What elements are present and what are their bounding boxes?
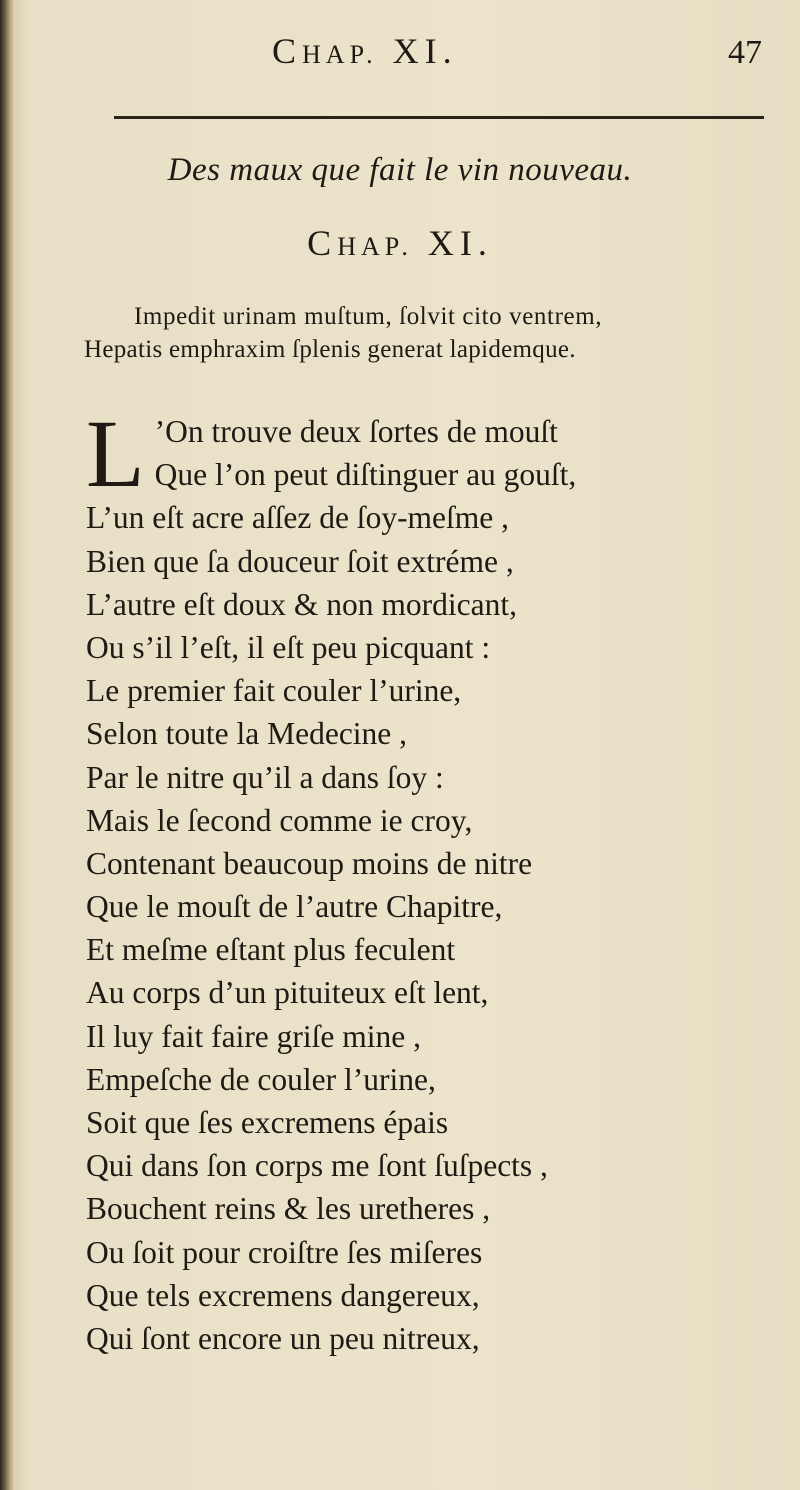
- chapter-subtitle: Des maux que fait le vin nouveau.: [167, 152, 633, 188]
- latin-epigraph: [84, 300, 784, 366]
- poem-line: ’On trouve deux ſortes de mouſt: [154, 414, 558, 449]
- page-number: 47: [728, 34, 762, 71]
- poem-body: [86, 400, 776, 1360]
- poem-line: Que tels excremens dangereux,: [86, 1277, 480, 1313]
- poem-line: Ou s’il l’eſt, il eſt peu picquant :: [86, 629, 491, 665]
- poem-line: Soit que ſes excremens épais: [86, 1105, 449, 1140]
- running-head: [0, 30, 800, 80]
- poem-line: Empeſche de couler l’urine,: [86, 1061, 436, 1097]
- header-rule: [114, 116, 764, 119]
- poem-line: Qui ſont encore un peu nitreux,: [86, 1320, 480, 1356]
- poem-line: Que l’on peut diſtinguer au gouſt,: [154, 457, 577, 493]
- poem-line: L’autre eſt doux & non mordicant,: [86, 586, 517, 622]
- poem-line: Contenant beaucoup moins de nitre: [86, 845, 533, 881]
- poem-line: Le premier fait couler l’urine,: [86, 673, 462, 709]
- poem-line: Bien que ſa douceur ſoit extréme ,: [86, 543, 514, 579]
- running-head-initial: C: [272, 31, 303, 71]
- chapter-heading-small-caps: HAP.: [337, 232, 413, 261]
- chapter-heading-number: XI.: [427, 223, 493, 263]
- poem-line: Ou ſoit pour croiſtre ſes miſeres: [86, 1234, 483, 1270]
- running-head-small-caps: HAP.: [302, 40, 378, 69]
- chapter-heading-initial: C: [307, 223, 338, 263]
- poem-line: Mais le ſecond comme ie croy,: [86, 802, 473, 838]
- poem-line: Au corps d’un pituiteux eſt lent,: [86, 975, 489, 1011]
- poem-line: Bouchent reins & les uretheres ,: [86, 1191, 491, 1227]
- drop-capital: L: [86, 400, 145, 507]
- poem-line: Selon toute la Medecine ,: [86, 716, 408, 752]
- poem-line: Qui dans ſon corps me ſont ſuſpects ,: [86, 1148, 548, 1184]
- poem-line: Et meſme eſtant plus feculent: [86, 932, 456, 968]
- epigraph-line: Hepatis emphraxim ſplenis generat lapidemque.: [84, 336, 576, 363]
- poem-line: Que le mouſt de l’autre Chapitre,: [86, 889, 503, 925]
- poem-line: Il luy fait faire griſe mine ,: [86, 1018, 421, 1054]
- epigraph-line: Impedit urinam muſtum, ſolvit cito ventrem,: [134, 303, 603, 330]
- poem-line: Par le nitre qu’il a dans ſoy :: [86, 759, 444, 795]
- poem-line: L’un eſt acre aſſez de ſoy-meſme ,: [86, 500, 510, 536]
- running-head-title: [272, 30, 458, 72]
- running-head-chapter-number: XI.: [392, 31, 458, 71]
- chapter-heading: [0, 222, 800, 264]
